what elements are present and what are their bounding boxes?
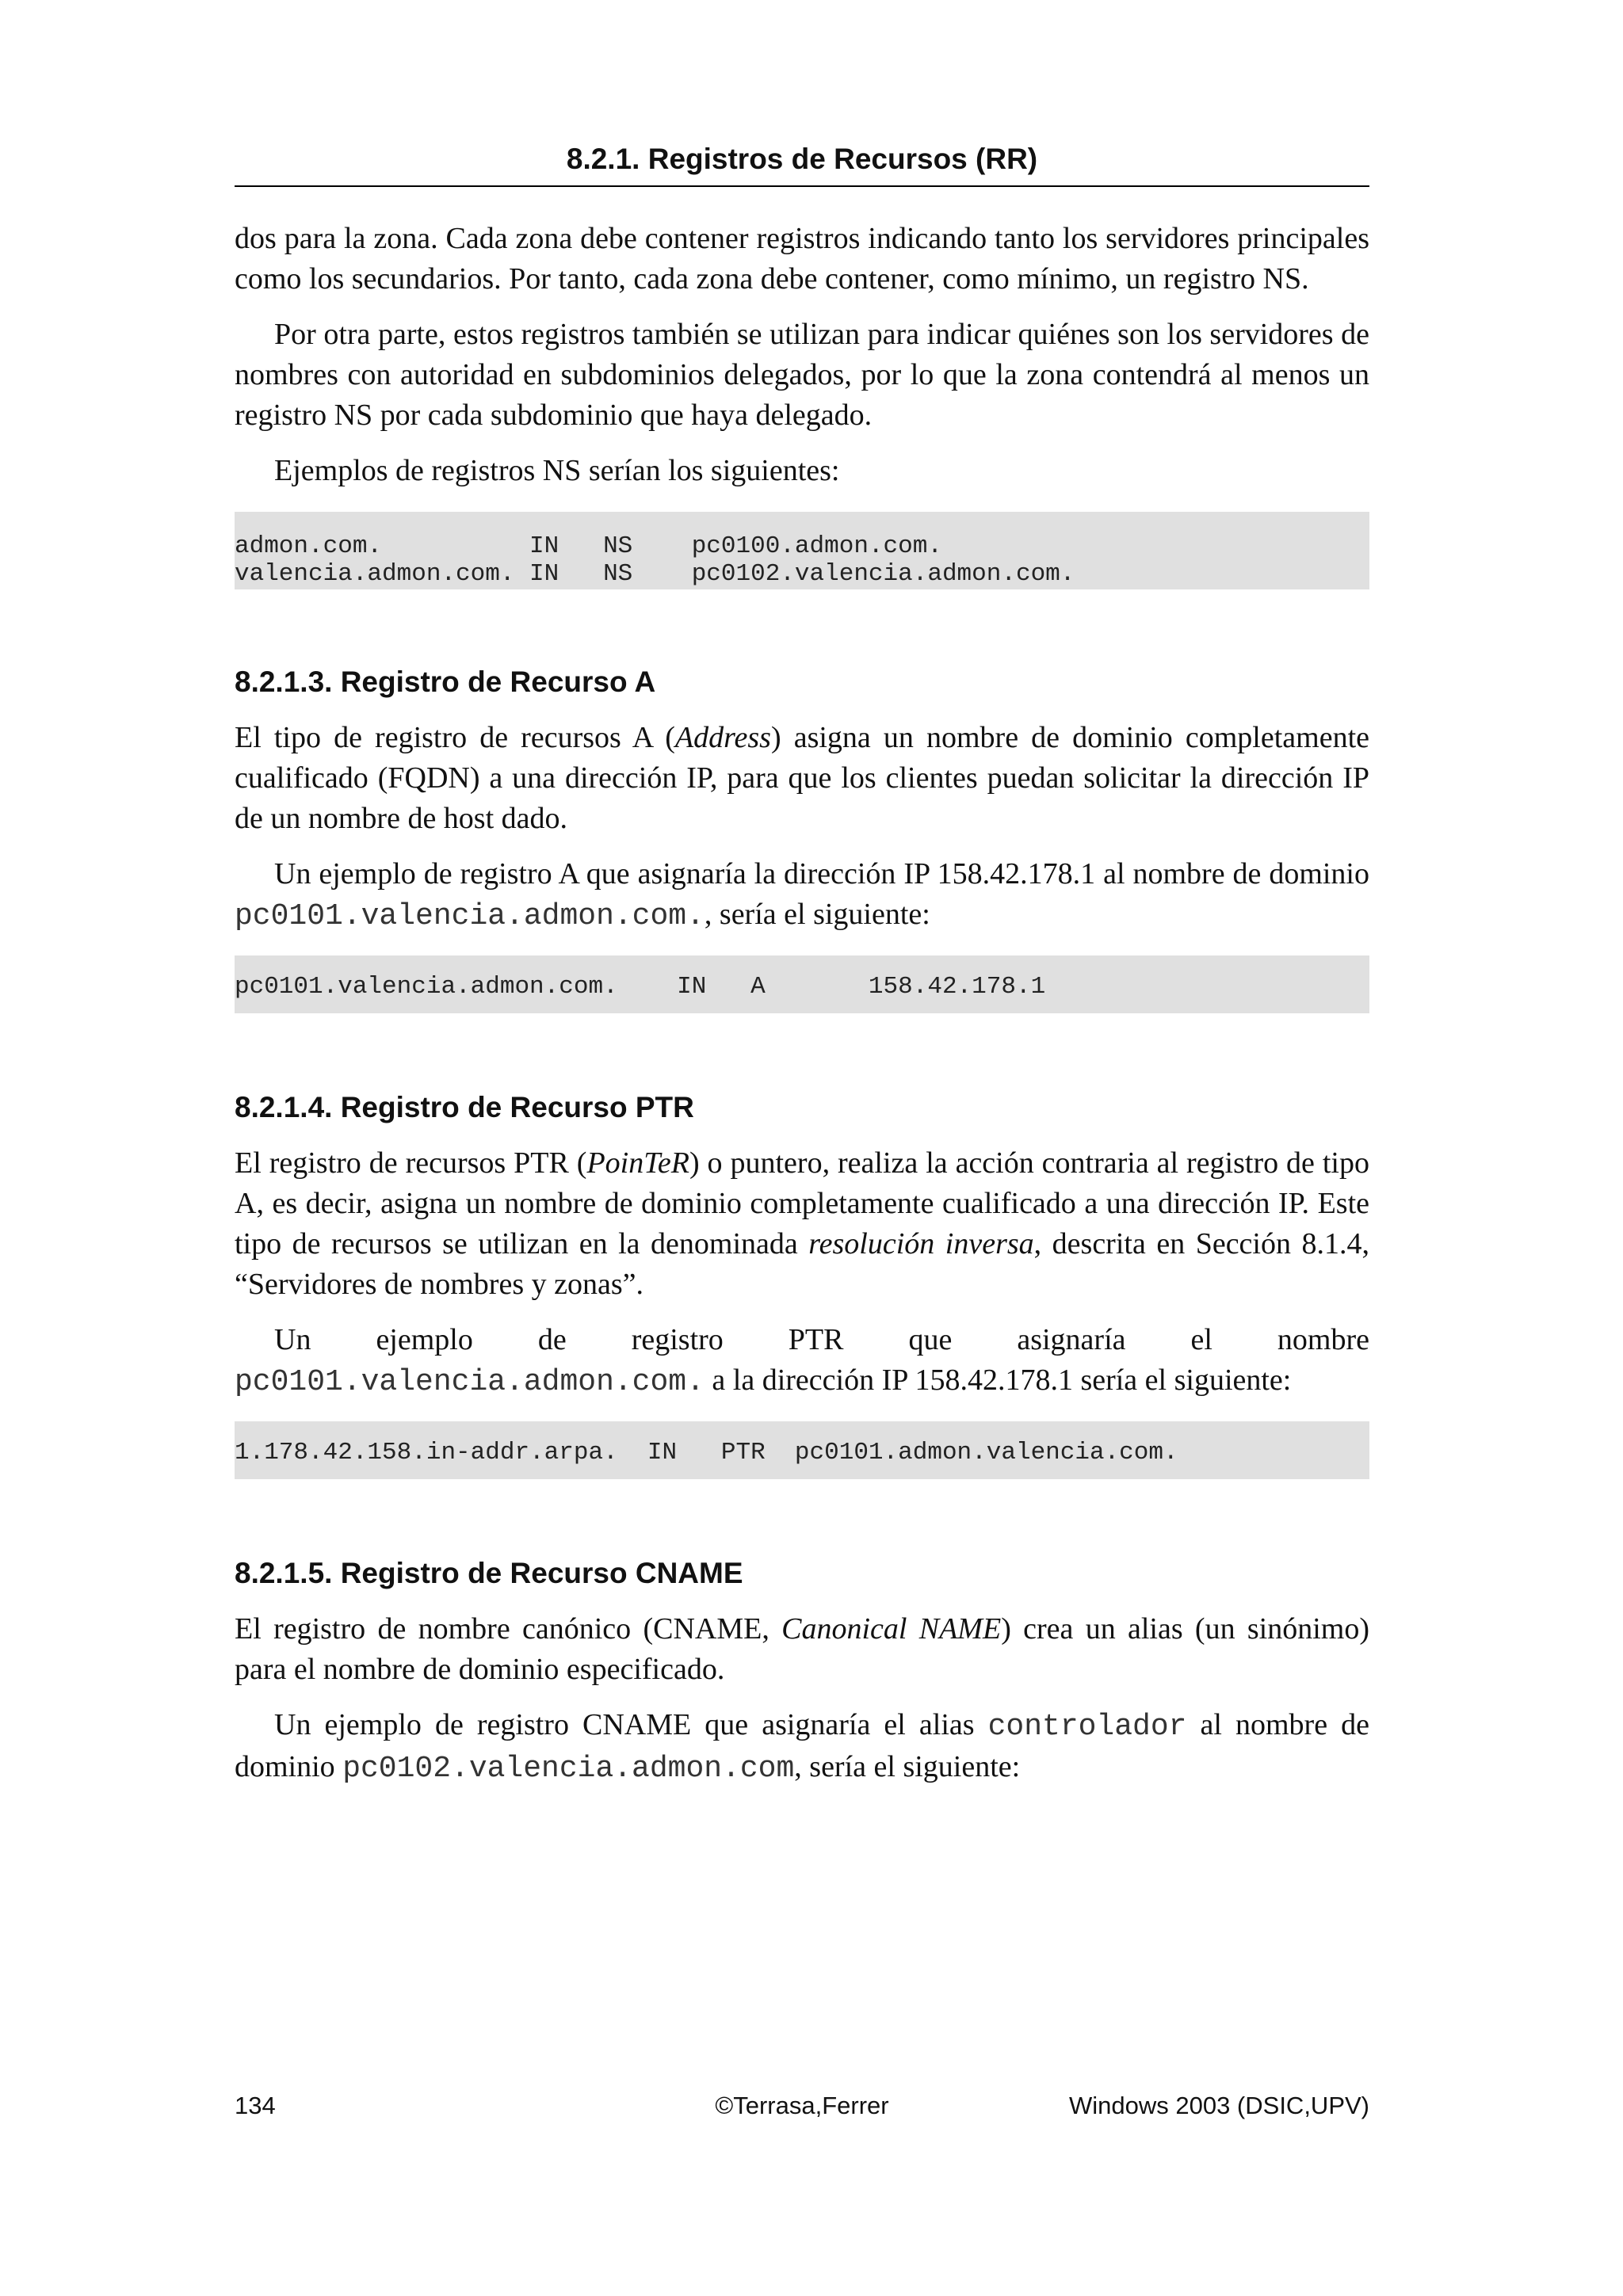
paragraph-ptr-1 xyxy=(235,1143,1369,1305)
paragraph-ptr-2-line2 xyxy=(235,1360,1369,1402)
inline-code: controlador xyxy=(987,1710,1187,1744)
paragraph-cname-1 xyxy=(235,1609,1369,1690)
paragraph: Ejemplos de registros NS serían los siguientes: xyxy=(274,454,840,487)
text: al nombre de dominio xyxy=(235,1708,1369,1783)
page-footer xyxy=(235,2092,1369,2126)
inline-code: pc0102.valencia.admon.com xyxy=(342,1752,795,1786)
section-heading-ptr: 8.2.1.4. Registro de Recurso PTR xyxy=(235,1091,694,1123)
text: Un ejemplo de registro CNAME que asignaría el alias xyxy=(274,1708,988,1741)
copyright: ©Terrasa,Ferrer xyxy=(715,2092,889,2119)
paragraph-a-1 xyxy=(235,718,1369,839)
code-block-ptr: 1.178.42.158.in-addr.arpa. IN PTR pc0101.admon.valencia.com. xyxy=(235,1421,1369,1479)
text: ) asigna un nombre de dominio completamente cualificado (FQDN) a una dirección IP, para que los clientes puedan solicitar la dirección IP de un nombre de host dado. xyxy=(235,721,1370,835)
emphasis: PoinTeR xyxy=(586,1146,689,1180)
code-block-a: pc0101.valencia.admon.com. IN A 158.42.178.1 xyxy=(235,955,1369,1013)
text: , sería el siguiente: xyxy=(794,1750,1021,1783)
paragraph-ptr-2-line1: Un ejemplo de registro PTR que asignaría el nombre xyxy=(274,1323,1369,1356)
text: a la dirección IP 158.42.178.1 sería el siguiente: xyxy=(704,1363,1292,1397)
page-body xyxy=(235,143,1369,1789)
running-head: 8.2.1. Registros de Recursos (RR) xyxy=(235,143,1369,187)
paragraph: dos para la zona. Cada zona debe contener registros indicando tanto los servidores principales como los secundarios. Por tanto, cada zona debe contener, como mínimo, un registro NS. xyxy=(235,222,1369,296)
emphasis: resolución inversa xyxy=(808,1227,1034,1261)
section-heading-cname: 8.2.1.5. Registro de Recurso CNAME xyxy=(235,1557,743,1589)
paragraph-cname-2 xyxy=(235,1705,1369,1789)
text: ) o puntero, realiza la acción contraria al registro de tipo A, es decir, asigna un nombre de dominio completamente cualificado a una dirección IP. Este tipo de recursos se utilizan en la denominada xyxy=(235,1146,1369,1261)
inline-code: pc0101.valencia.admon.com. xyxy=(235,1365,705,1399)
emphasis: Address xyxy=(674,721,771,754)
section-heading-a: 8.2.1.3. Registro de Recurso A xyxy=(235,666,656,698)
inline-code: pc0101.valencia.admon.com. xyxy=(235,899,705,933)
paragraph-a-2 xyxy=(235,854,1369,936)
text: Un ejemplo de registro A que asignaría la dirección IP 158.42.178.1 al nombre de dominio xyxy=(274,857,1369,891)
emphasis: Canonical NAME xyxy=(781,1612,1002,1646)
page-number: 134 xyxy=(235,2092,276,2119)
code-block-ns: admon.com. IN NS pc0100.admon.com. valencia.admon.com. IN NS pc0102.valencia.admon.com. xyxy=(235,512,1369,589)
book-title: Windows 2003 (DSIC,UPV) xyxy=(1068,2092,1369,2119)
text: , descrita en Sección 8.1.4, “Servidores de nombres y zonas”. xyxy=(235,1227,1369,1301)
text: El registro de nombre canónico (CNAME, xyxy=(235,1612,782,1646)
paragraph: Por otra parte, estos registros también se utilizan para indicar quiénes son los servidores de nombres con autoridad en subdominios delegados, por lo que la zona contendrá al menos un registro NS por cada subdominio que haya delegado. xyxy=(235,318,1369,432)
text: , sería el siguiente: xyxy=(704,898,930,931)
text: El tipo de registro de recursos A ( xyxy=(235,721,675,754)
text: ) crea un alias (un sinónimo) para el nombre de dominio especificado. xyxy=(235,1612,1369,1686)
text: El registro de recursos PTR ( xyxy=(235,1146,587,1180)
